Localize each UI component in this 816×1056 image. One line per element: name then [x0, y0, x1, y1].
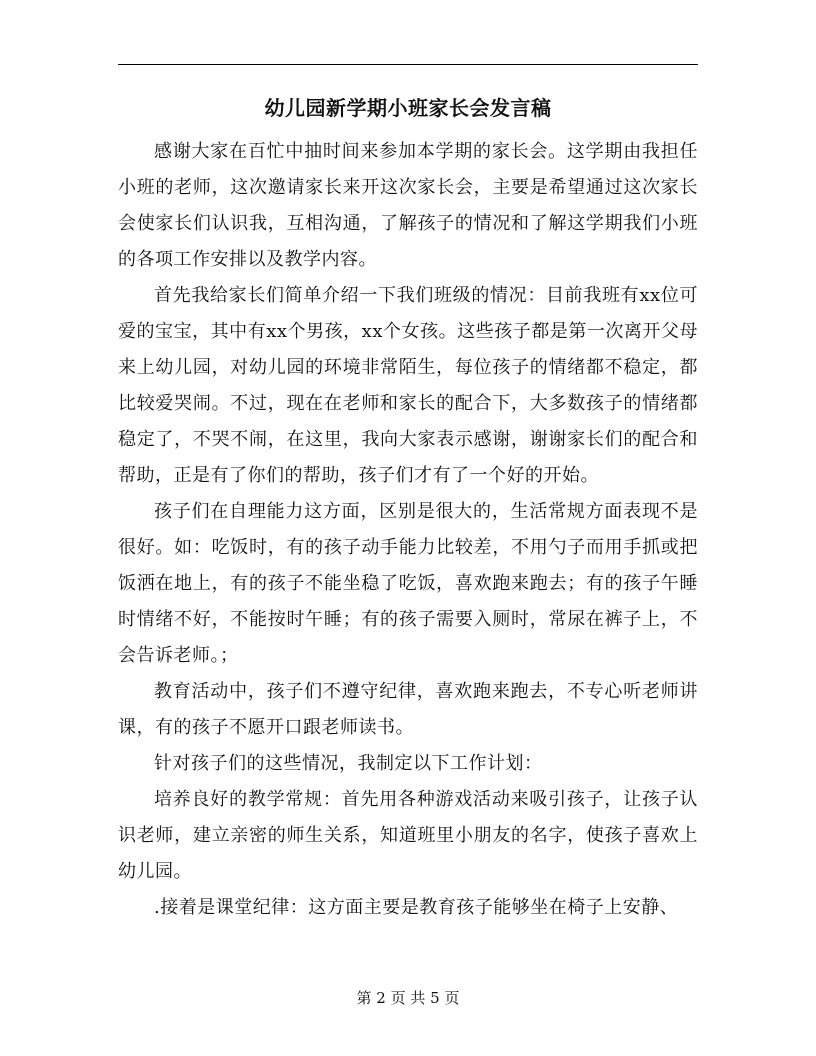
paragraph-2: 首先我给家长们简单介绍一下我们班级的情况：目前我班有xx位可爱的宝宝，其中有xx个男孩，xx个女孩。这些孩子都是第一次离开父母来上幼儿园，对幼儿园的环境非常陌生，每位孩子的情绪都不稳定，都比较爱哭闹。不过，现在在老师和家长的配合下，大多数孩子的情绪都稳定了，不哭不闹，在这里，我向大家表示感谢，谢谢家长们的配合和帮助，正是有了你们的帮助，孩子们才有了一个好的开始。 — [118, 285, 698, 486]
document-title: 幼儿园新学期小班家长会发言稿 — [264, 96, 552, 120]
paragraph-5: 针对孩子们的这些情况，我制定以下工作计划： — [154, 753, 543, 774]
paragraph-6: 培养良好的教学常规：首先用各种游戏活动来吸引孩子，让孩子认识老师，建立亲密的师生关系，知道班里小朋友的名字，使孩子喜欢上幼儿园。 — [118, 789, 698, 882]
paragraph-4: 教育活动中，孩子们不遵守纪律，喜欢跑来跑去，不专心听老师讲课，有的孩子不愿开口跟老师读书。 — [118, 681, 698, 738]
document-body — [118, 134, 698, 926]
page-number-footer: 第 2 页 共 5 页 — [356, 989, 460, 1007]
header-rule — [118, 64, 698, 65]
paragraph-3: 孩子们在自理能力这方面，区别是很大的，生活常规方面表现不是很好。如：吃饭时，有的孩子动手能力比较差，不用勺子而用手抓或把饭洒在地上，有的孩子不能坐稳了吃饭，喜欢跑来跑去；有的孩子午睡时情绪不好，不能按时午睡；有的孩子需要入厕时，常尿在裤子上，不会告诉老师。； — [118, 501, 698, 666]
paragraph-7: .接着是课堂纪律：这方面主要是教育孩子能够坐在椅子上安静、 — [154, 897, 679, 918]
paragraph-1: 感谢大家在百忙中抽时间来参加本学期的家长会。这学期由我担任小班的老师，这次邀请家长来开这次家长会，主要是希望通过这次家长会使家长们认识我，互相沟通，了解孩子的情况和了解这学期我们小班的各项工作安排以及教学内容。 — [118, 141, 698, 270]
